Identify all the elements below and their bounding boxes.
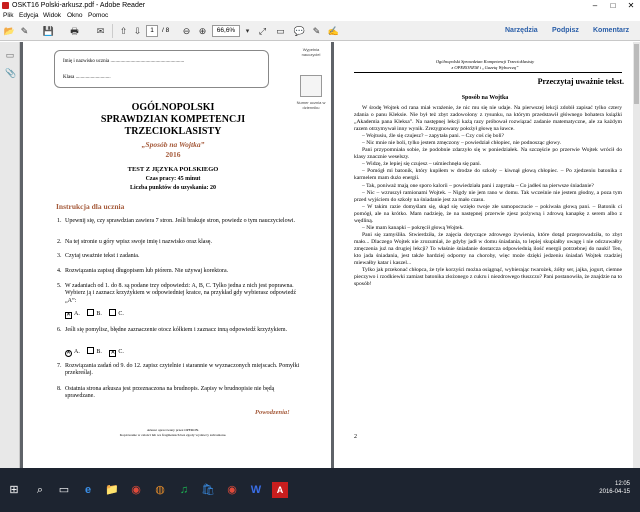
title-line-3: TRZECIOKLASISTY	[124, 126, 222, 137]
sign-button[interactable]: Podpisz	[552, 27, 579, 34]
chevron-down-icon[interactable]: ▾	[245, 28, 250, 35]
paragraph: Tylko jak przekonać chłopca, że tyle korzyści można osiągnąć, wybierając twarożek, żółty ser, jajka, jogurt, ciemne pieczywo i rzodkiewki zamiast batonika złożonego z cukru i niezdrowego tłuszczu? Pani postanowiła, że znajdzie na to sposób!	[354, 267, 622, 288]
year: 2016	[165, 150, 181, 159]
search-icon[interactable]: ⌕	[36, 484, 44, 496]
checkbox-b	[87, 347, 94, 354]
clock[interactable]	[599, 480, 630, 496]
paragraph: – Tak, poniważ mają one sporo kalorii – powiedziała pani i zapytała – Co jadłeś na pierwsze śniadanie?	[362, 182, 594, 189]
checkbox-a-crossed: ✕	[66, 312, 72, 318]
menu-bar	[0, 11, 640, 21]
title-line-1: OGÓLNOPOLSKI	[131, 102, 215, 113]
spotify-icon[interactable]: ♫	[179, 484, 189, 496]
comment-icon[interactable]: 💬	[293, 26, 306, 36]
taskbar	[0, 468, 640, 512]
menu-widok[interactable]: Widok	[43, 12, 62, 19]
paragraph: Pani przypomniała sobie, że podobnie zdarzyło się w poniedziałek. Na szczęście po przerwie Wojtek wrócił do klasy znacznie weselszy.	[354, 147, 622, 161]
maximize-button[interactable]: □	[610, 1, 616, 10]
chrome-icon[interactable]: ◉	[131, 484, 141, 496]
student-number-label: Numer ucznia w dzienniku	[296, 100, 326, 110]
document-viewer[interactable]	[20, 42, 640, 468]
subtitle: „Sposób na Wojtka”	[141, 140, 205, 149]
highlight-icon[interactable]: ✎	[312, 26, 321, 36]
navigation-panel	[0, 42, 20, 468]
checkbox-c	[109, 309, 116, 316]
instruction-1: 1. Upewnij się, czy sprawdzian zawiera 7 stron. Jeśli brakuje stron, powiedz o tym nauczycielowi.	[57, 218, 296, 224]
example-answer-1: ✕ A. B. C.	[66, 311, 124, 318]
instruction-6: 6. Jeśli się pomylisz, błędne zaznaczenie otocz kółkiem i zaznacz inną odpowiedź krzyżykiem.	[57, 327, 288, 333]
page-header-1: Ogólnopolski Sprawdzian Kompetencji Trzecioklasisty	[435, 59, 535, 64]
minimize-button[interactable]: –	[592, 1, 598, 10]
teacher-fill-label: Wypełnia nauczyciel	[301, 47, 321, 57]
paragraph: – Nic – wzruszył ramionami Wojtek. – Nigdy nie jem rano w domu. Tak wcześnie nie jestem głodny, a poza tym przed wyjściem do szkoły na śniadanie jest za mało czasu.	[354, 189, 622, 203]
toolbar-separator	[112, 24, 113, 38]
checkbox-a-circled: ✕	[66, 350, 72, 356]
file-explorer-icon[interactable]: 📁	[105, 484, 119, 496]
task-view-icon[interactable]: ▭	[58, 484, 70, 496]
example-answer-2: ✕ A. B. ✕ C.	[66, 349, 124, 356]
good-luck: Powodzenia!	[255, 409, 290, 416]
scrollbar-thumb[interactable]	[634, 44, 639, 104]
menu-okno[interactable]: Okno	[67, 12, 83, 19]
store-icon[interactable]: 🛍	[201, 484, 215, 496]
sign-icon[interactable]: ✍	[327, 26, 340, 36]
student-info-box	[54, 50, 269, 88]
page-total: / 8	[162, 27, 170, 34]
class-field: Klasa ............................	[63, 75, 111, 80]
student-name-field: Imię i nazwisko ucznia ...........................................................	[63, 59, 185, 64]
page-number-input[interactable]: 1	[146, 25, 158, 37]
paragraph: – Widzę, że lepiej się czujesz – uśmiechnęła się pani.	[362, 161, 482, 168]
close-button[interactable]: ✕	[627, 1, 635, 10]
print-icon[interactable]: 🖶	[70, 26, 79, 36]
instruction-7: 7. Rozwiązania zadań od 9. do 12. zapisz czytelnie i starannie w wyznaczonych miejscach. Pomyłki przekreślaj.	[57, 363, 300, 377]
footer-copyright: Kopiowanie w całości lub we fragmentach bez zgody wydawcy zabronione.	[119, 433, 227, 437]
story-text	[354, 105, 622, 288]
instruction-3: 3. Czytaj uważnie tekst i zadania.	[57, 253, 140, 259]
email-icon[interactable]: ✉	[96, 26, 105, 36]
read-mode-icon[interactable]: ▭	[276, 26, 285, 36]
title-line-2: SPRAWDZIAN KOMPETENCJI	[100, 114, 246, 125]
zoom-in-icon[interactable]: ⊕	[198, 26, 207, 36]
toolbar	[0, 21, 640, 41]
zoom-input[interactable]: 66,6%	[212, 25, 240, 37]
instructions-heading: Instrukcja dla ucznia	[56, 202, 125, 211]
menu-pomoc[interactable]: Pomoc	[88, 12, 109, 19]
instruction-8: 8. Ostatnia strona arkusza jest przeznaczona na brudnopis. Zapisy w brudnopisie nie będą sprawdzane.	[57, 386, 275, 400]
test-name: TEST Z JĘZYKA POLSKIEGO	[127, 166, 219, 173]
firefox-icon[interactable]: ◍	[155, 484, 165, 496]
paragraph: Pani się zamyśliła. Stwierdziła, że zajęcia dotyczące zdrowego żywienia, które dotąd przeprowadziła, to zbyt mało... Dlaczego Wojtek nie zrozumiał, że gdyby jadł w domu śniadania, to lepiej skupiałby uwagę i nie odczuwałby zmęczenia już na drugiej lekcji? To właśnie śniadanie dostarcza odpowiednią ilość energii potrzebnej do nauki! Ten, kto jada śniadania, jest także bardziej odporny na choroby, więc może dzięki jedzeniu śniadań Wojtek rzadziej miewałby katar i kaszel...	[354, 231, 622, 267]
story-title: Sposób na Wojtka	[461, 95, 509, 101]
attachment-icon[interactable]: 📎	[5, 68, 17, 78]
footer-publisher: Arkusz opracowany przez OPERON.	[146, 428, 200, 432]
pdf-page-1	[23, 42, 331, 468]
clock-date: 2016-04-15	[599, 489, 630, 495]
open-icon[interactable]: 📂	[3, 26, 16, 36]
edit-icon[interactable]: ✎	[20, 26, 29, 36]
fit-page-icon[interactable]: ⤢	[258, 26, 267, 36]
edge-icon[interactable]: e	[84, 484, 92, 496]
paragraph: – Pomógł mi batonik, który kupiłem w drodze do szkoły – kiwnął głową chłopiec. – Po zjedzeniu batonika z karmelem mam dużo energii.	[354, 168, 622, 182]
instruction-5: 5. W zadaniach od 1. do 8. są podane trzy odpowiedzi: A, B, C. Tylko jedna z nich jest poprawna. Wybierz ją i zaznacz krzyżykiem w odpowiedniej kratce, na przykład gdy wybierasz odpowiedź „A”:	[57, 283, 297, 304]
window-title: OSKT16 Polski-arkusz.pdf - Adobe Reader	[12, 2, 146, 9]
reading-heading: Przeczytaj uważnie tekst.	[537, 77, 624, 86]
page-number: 2	[354, 434, 357, 440]
points-total: Liczba punktów do uzyskania: 20	[129, 185, 217, 191]
save-icon[interactable]: 💾	[42, 26, 55, 36]
title-bar	[0, 0, 640, 11]
start-icon[interactable]: ⊞	[9, 484, 19, 496]
scrollbar[interactable]	[633, 42, 640, 468]
comment-button[interactable]: Komentarz	[593, 27, 630, 34]
pdf-page-2	[334, 42, 636, 468]
prev-page-icon[interactable]: ⇧	[119, 26, 128, 36]
page-header-2: z OPERONEM i „Gazetą Wyborczą”	[451, 65, 519, 70]
paragraph: – Wojtusiu, źle się czujesz? – zapytała pani. – Czy coś cię boli?	[362, 133, 505, 140]
paragraph: W środę Wojtek od rana miał wrażenie, że nic mu się nie udaje. Na pierwszej lekcji zdobił zapisać tylko cztery zdania o panu Kleksie. Nie był też zbyt zadowolony z rysunku, na którym przedstawił głównego bohatera książki „Akademia pana Kleksa”. Na następnej lekcji każą razy próbował rozwiązać zadanie matematyczne, ale za każdym razem otrzymywał inny wynik. Zrezygnowany położył głowę na ławce.	[354, 105, 622, 133]
app-icon[interactable]: ◉	[227, 484, 237, 496]
time-limit: Czas pracy: 45 minut	[145, 176, 201, 182]
menu-edycja[interactable]: Edycja	[19, 12, 39, 19]
instruction-2: 2. Na tej stronie u góry wpisz swoje imię i nazwisko oraz klasę.	[57, 239, 212, 245]
next-page-icon[interactable]: ⇩	[133, 26, 142, 36]
instruction-4: 4. Rozwiązania zapisuj długopisem lub piórem. Nie używaj korektora.	[57, 268, 229, 274]
menu-plik[interactable]: Plik	[3, 12, 14, 19]
checkbox-c-crossed: ✕	[110, 350, 116, 356]
adobe-reader-icon[interactable]: A	[272, 482, 288, 498]
zoom-out-icon[interactable]: ⊖	[182, 26, 191, 36]
word-icon[interactable]: W	[250, 484, 262, 496]
clock-time: 12:05	[614, 481, 630, 487]
header-rule	[354, 72, 622, 73]
adobe-reader-icon	[2, 2, 9, 9]
checkbox-b	[87, 309, 94, 316]
paragraph: – W takim razie domyślam się, skąd się wzięło twoje złe samopoczucie – pokiwała głową pani. – Batonik ci pomógł, ale na krótko. Mam nadzieję, że na następnej przerwie zjesz pożywną i zdrową kanapkę z serem albo z wędliną.	[354, 203, 622, 224]
paragraph: – Nie mam kanapki – pokręcił głową Wojtek.	[362, 224, 464, 231]
tools-button[interactable]: Narzędzia	[505, 27, 538, 34]
pages-icon[interactable]: ▭	[5, 50, 15, 60]
paragraph: – Nic mnie nie boli, tylko jestem zmęczony – powiedział chłopiec, nie podnosząc głowy.	[362, 140, 562, 147]
student-number-box	[300, 75, 322, 97]
